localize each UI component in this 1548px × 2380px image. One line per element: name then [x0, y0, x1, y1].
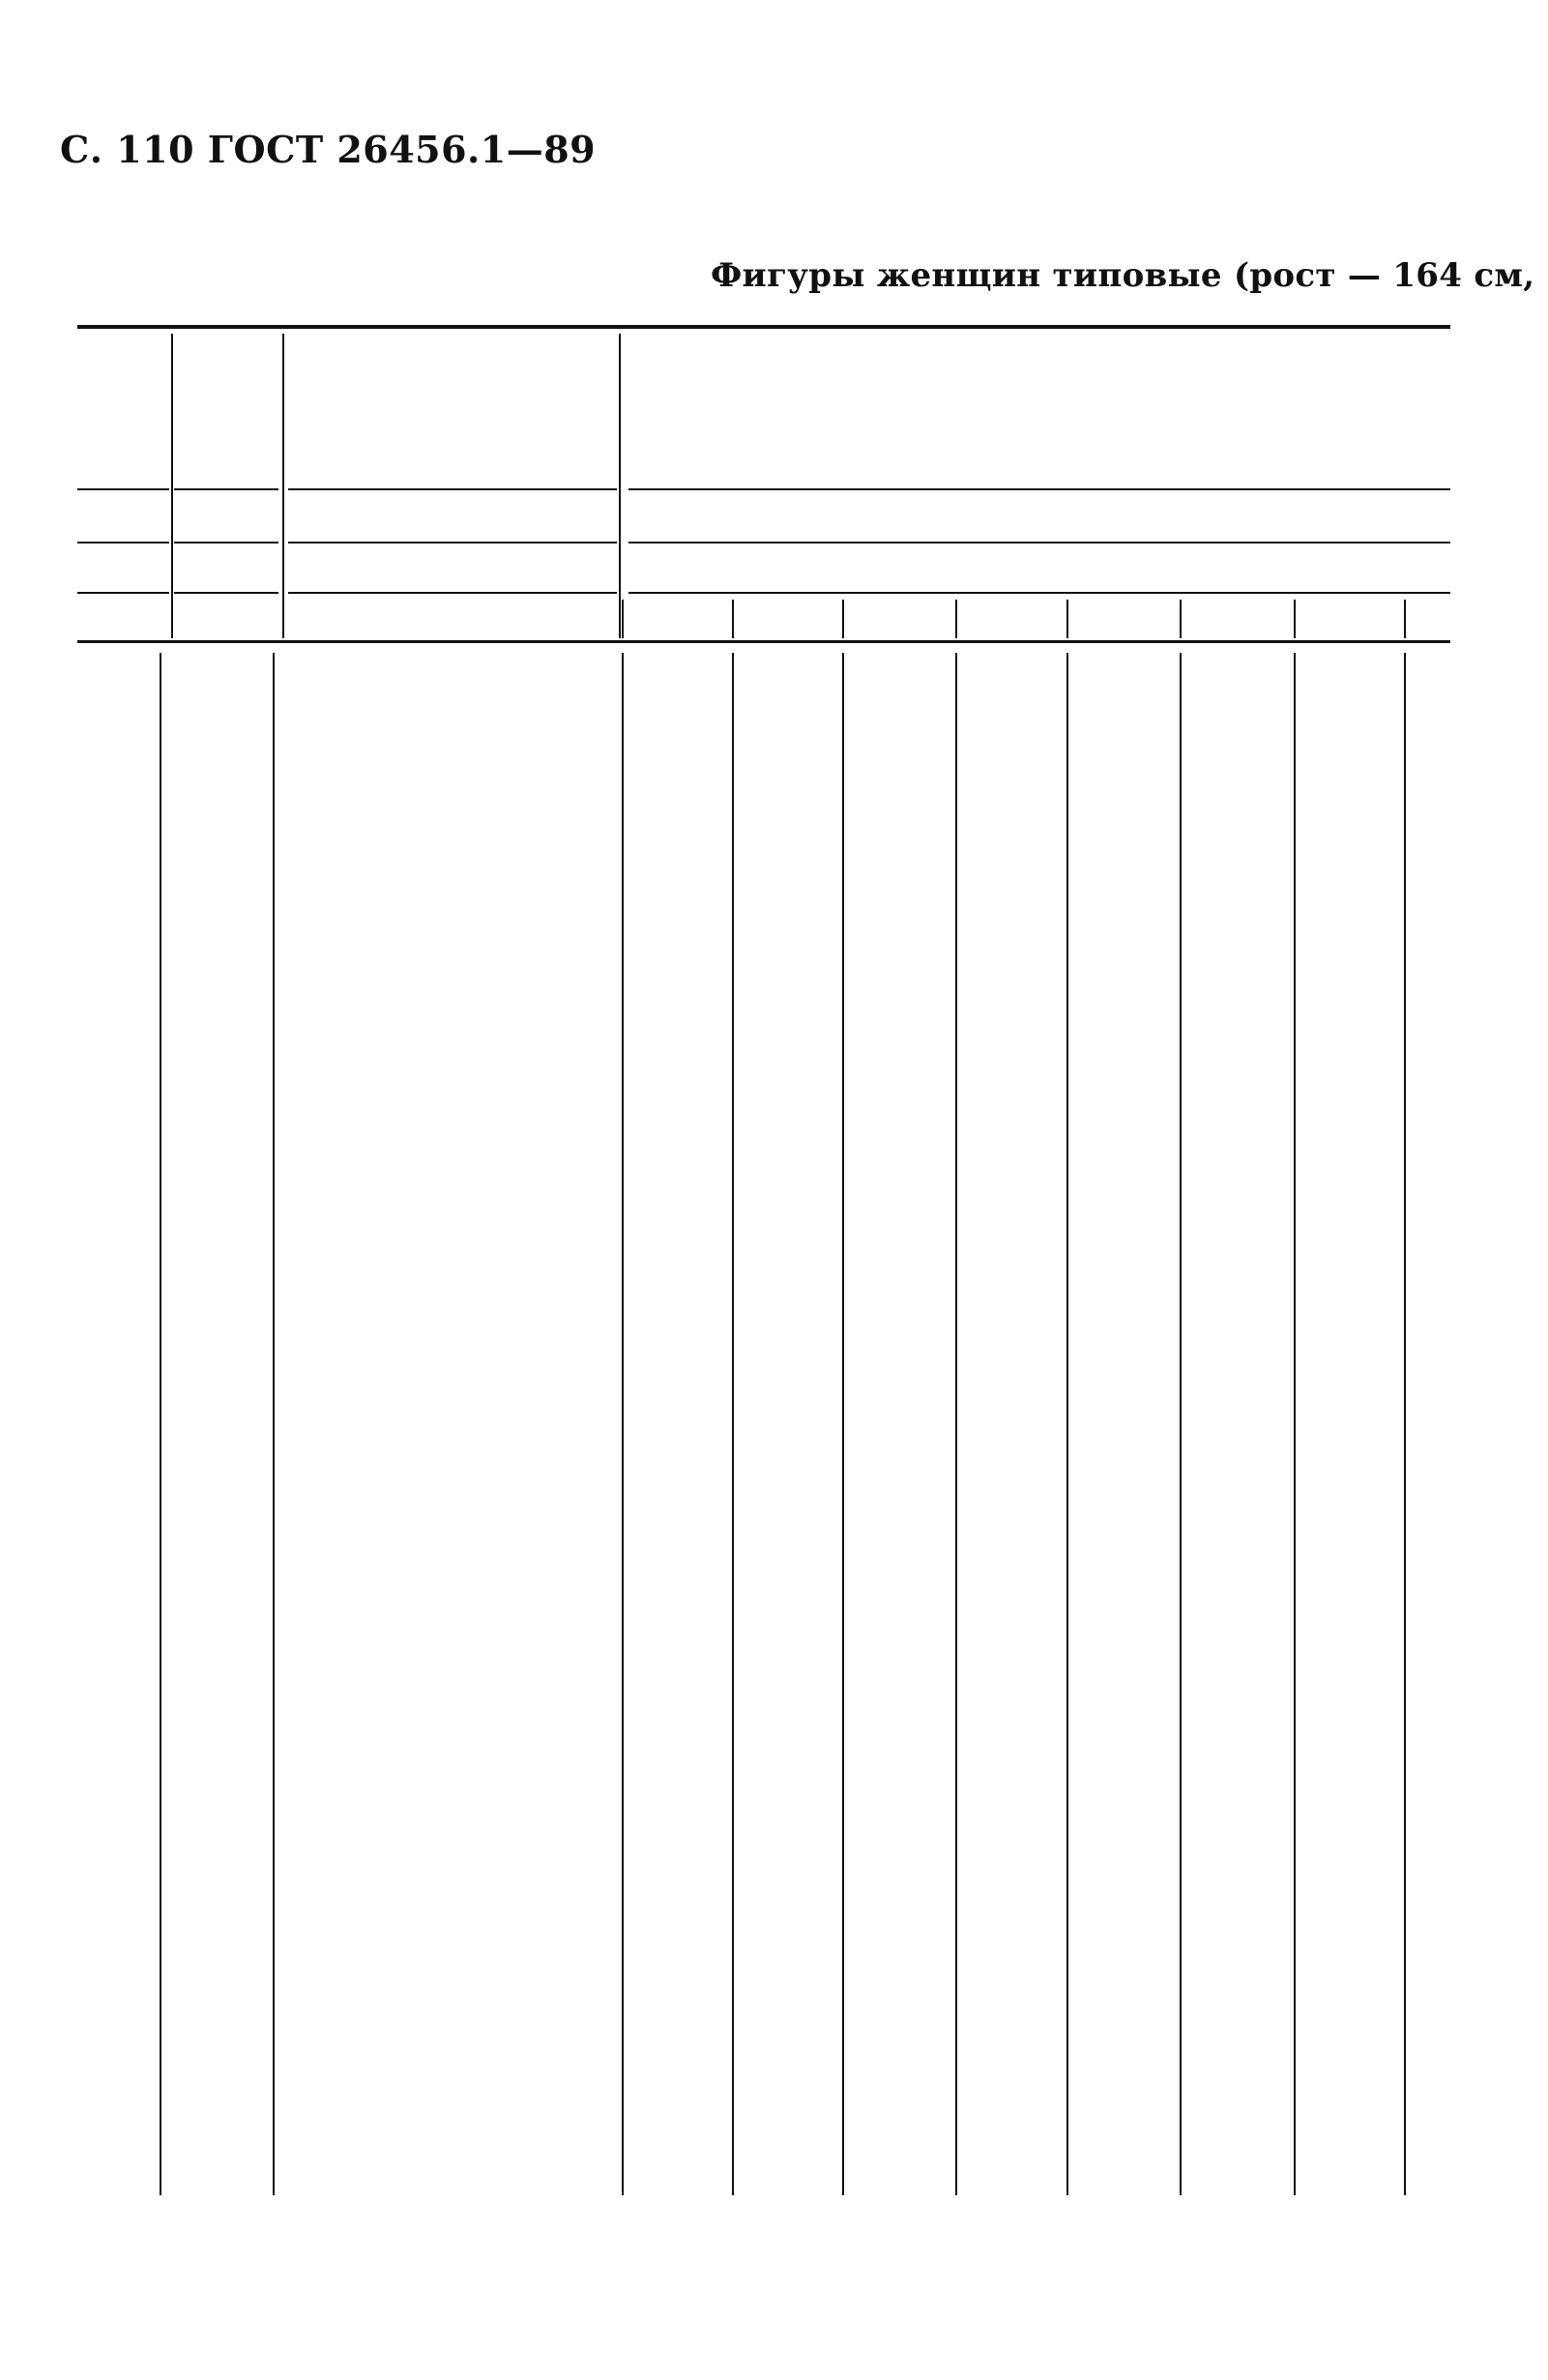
header-col-rule — [619, 334, 621, 638]
body-col-rule — [1180, 653, 1182, 2195]
header-row-rule — [174, 592, 278, 594]
size-col-rule — [955, 600, 957, 638]
header-row-rule — [288, 592, 617, 594]
body-col-rule — [732, 653, 734, 2195]
size-col-rule — [1404, 600, 1406, 638]
header-row-rule — [174, 488, 278, 490]
header-row-rule — [77, 542, 169, 544]
header-col-rule — [171, 334, 173, 638]
size-col-rule — [1066, 600, 1068, 638]
size-col-rule — [1294, 600, 1296, 638]
header-bottom-rule — [77, 640, 1450, 643]
body-col-rule — [273, 653, 275, 2195]
header-row-rule — [174, 542, 278, 544]
size-col-rule — [622, 600, 624, 638]
header-row-rule — [628, 592, 1450, 594]
body-col-rule — [1294, 653, 1296, 2195]
size-col-rule — [842, 600, 844, 638]
header-row-rule — [628, 542, 1450, 544]
body-col-rule — [1066, 653, 1068, 2195]
header-row-rule — [288, 488, 617, 490]
body-col-rule — [622, 653, 624, 2195]
body-col-rule — [842, 653, 844, 2195]
size-col-rule — [1180, 600, 1182, 638]
size-col-rule — [732, 600, 734, 638]
header-row-rule — [77, 592, 169, 594]
header-row-rule — [628, 488, 1450, 490]
table-top-rule — [77, 325, 1450, 329]
body-col-rule — [1404, 653, 1406, 2195]
table-caption: Фигуры женщин типовые (рост — 164 см, — [711, 256, 1535, 295]
header-row-rule — [288, 542, 617, 544]
page-header: С. 110 ГОСТ 26456.1—89 — [60, 128, 597, 171]
body-col-rule — [955, 653, 957, 2195]
header-col-rule — [282, 334, 284, 638]
body-col-rule — [160, 653, 161, 2195]
header-row-rule — [77, 488, 169, 490]
